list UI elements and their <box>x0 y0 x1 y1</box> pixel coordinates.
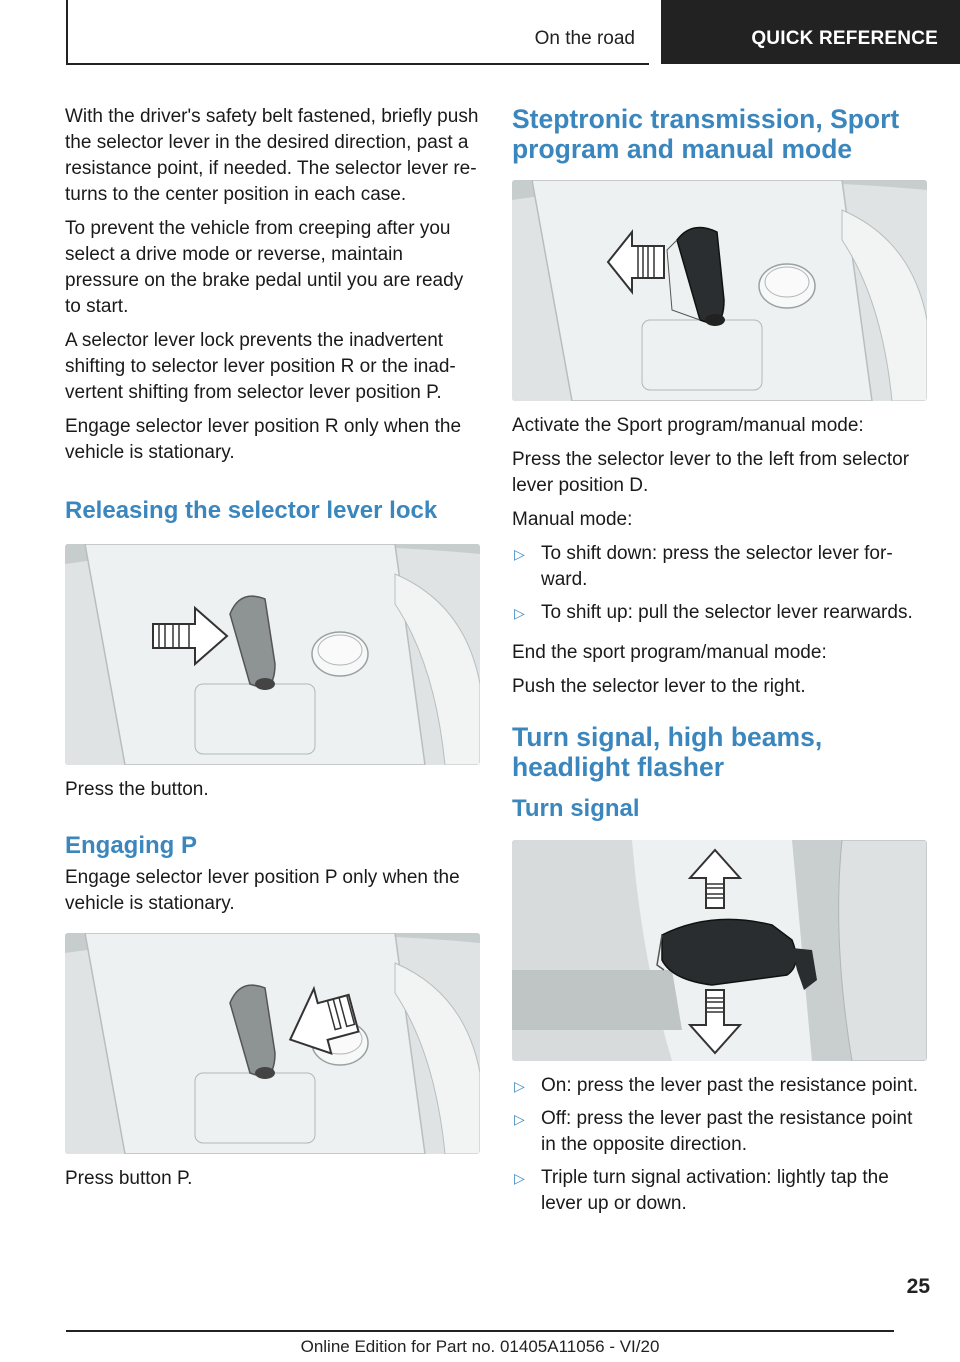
steptronic-figure <box>512 180 927 401</box>
list-item: ▷ To shift down: press the selector lever for‐ward. <box>514 543 893 590</box>
section-title: Turn signal, high beams, headlight flasher <box>512 722 823 782</box>
gear-selector-illustration <box>512 180 927 401</box>
page-number: 25 <box>906 1275 930 1298</box>
right-column <box>512 104 927 1227</box>
gear-selector-illustration <box>65 933 480 1154</box>
paragraph: Engage selector lever position P only when the vehicle is stationary. <box>65 867 460 914</box>
gear-selector-illustration <box>65 544 480 765</box>
paragraph: Push the selector lever to the right. <box>512 676 806 697</box>
figure-caption: Press the button. <box>65 779 209 800</box>
bullet-triangle-icon: ▷ <box>514 605 525 621</box>
paragraph: A selector lever lock prevents the inadvertent shifting to selector lever position R or the inad‐vertent shifting from selector lever position P. <box>65 330 456 403</box>
section-heading: Releasing the selector lever lock <box>65 497 438 524</box>
selector-lever-lock-figure <box>65 544 480 765</box>
bullet-triangle-icon: ▷ <box>514 1111 525 1127</box>
paragraph: Activate the Sport program/manual mode: <box>512 415 864 436</box>
bullet-triangle-icon: ▷ <box>514 1078 525 1094</box>
header-section-title: On the road <box>534 28 635 49</box>
turn-signal-figure <box>512 840 927 1061</box>
paragraph: Engage selector lever position R only when the vehicle is stationary. <box>65 416 462 463</box>
manual-mode-list <box>512 541 927 626</box>
paragraph: Press the selector lever to the left from selector lever position D. <box>512 449 910 496</box>
section-heading: Engaging P <box>65 832 197 859</box>
section-heading: Turn signal <box>512 795 640 822</box>
header-chapter-title: QUICK REFERENCE <box>751 28 938 49</box>
turn-signal-lever-illustration <box>512 840 927 1061</box>
engaging-p-figure <box>65 933 480 1154</box>
list-item: ▷ Off: press the lever past the resistance point in the opposite direction. <box>514 1108 913 1155</box>
left-column <box>65 104 480 1200</box>
section-title: Steptronic transmission, Sport program and manual mode <box>512 104 900 164</box>
paragraph: To prevent the vehicle from creeping after you select a drive mode or reverse, maintain pressure on the brake pedal until you are ready to start. <box>65 218 464 317</box>
header-underline <box>66 63 649 65</box>
figure-caption: Press button P. <box>65 1168 193 1189</box>
list-item: ▷ On: press the lever past the resistance point. <box>512 1073 927 1099</box>
header-chapter-box <box>661 0 960 64</box>
footer-edition: Online Edition for Part no. 01405A11056 - VI/20 <box>300 1337 660 1356</box>
bullet-triangle-icon: ▷ <box>514 546 525 562</box>
footer-rule <box>66 1330 894 1332</box>
list-item: ▷ Triple turn signal activation: lightly tap the lever up or down. <box>514 1167 889 1214</box>
header-left-rule <box>66 0 68 64</box>
turn-signal-list <box>512 1073 927 1217</box>
paragraph: End the sport program/manual mode: <box>512 642 827 663</box>
paragraph: With the driver's safety belt fastened, briefly push the selector lever in the desired direction, past a resistance point, if needed. The selector lever re‐turns to the center position in each case. <box>65 106 479 205</box>
bullet-triangle-icon: ▷ <box>514 1170 525 1186</box>
paragraph: Manual mode: <box>512 509 633 530</box>
list-item: ▷ To shift up: pull the selector lever rearwards. <box>512 600 927 626</box>
